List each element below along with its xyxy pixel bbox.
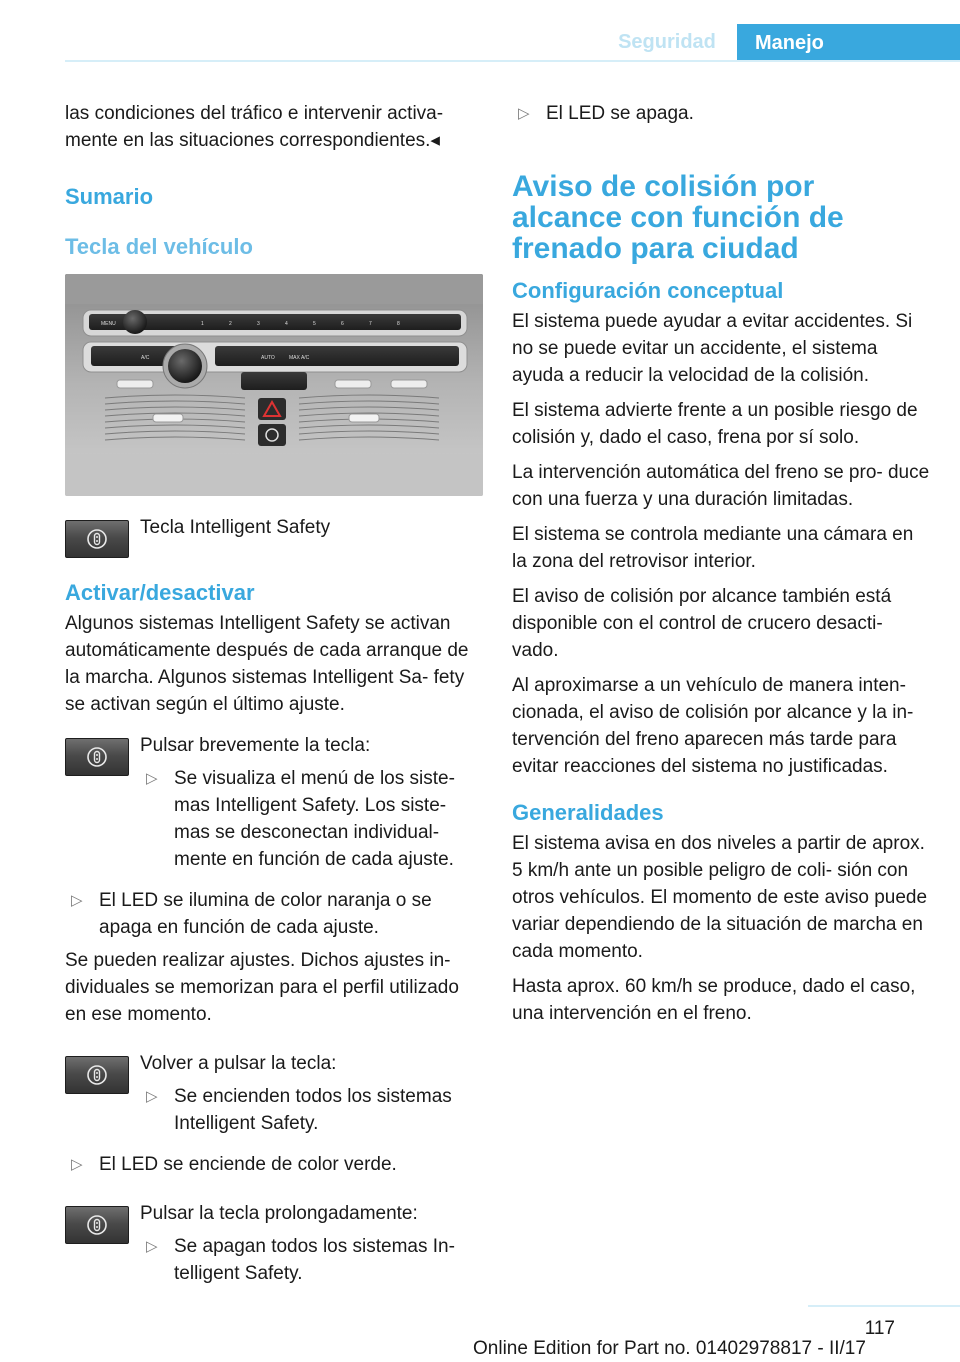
list-item: ▷ Se apagan todos los sistemas In- telligent Safety. [140, 1233, 483, 1287]
heading-tecla-vehiculo: Tecla del vehículo [65, 234, 253, 259]
preset-1: 1 [201, 321, 204, 327]
left-column [65, 100, 483, 1301]
preset-6: 6 [341, 321, 344, 327]
key2-title: Volver a pulsar la tecla: [140, 1053, 337, 1074]
general-paragraph: El sistema avisa en dos niveles a partir de aprox. 5 km/h ante un posible peligro de coli- sión con otros vehículos. El momento de este aviso puede variar dependiendo de la situación de marcha en cada momento. [512, 833, 928, 962]
triangle-bullet-icon: ▷ [146, 1238, 158, 1255]
page-number-rule [808, 1305, 960, 1307]
header-tab-manejo: Manejo [737, 24, 960, 62]
ajustes-paragraph: Se pueden realizar ajustes. Dichos ajustes in- dividuales se memorizan para el perfil utilizado en ese momento. [65, 950, 459, 1025]
triangle-bullet-icon: ▷ [71, 1156, 83, 1173]
key-block-3 [65, 1200, 483, 1293]
volume-knob [123, 310, 147, 334]
preset-2: 2 [229, 321, 232, 327]
list-item: ▷ Se encienden todos los sistemas Intelligent Safety. [140, 1083, 483, 1137]
preset-5: 5 [313, 321, 316, 327]
page-number: 117 [864, 1318, 895, 1339]
list-item: ▷ Se visualiza el menú de los siste- mas Intelligent Safety. Los siste- mas se desconectan individual- mente en función de cada ajuste. [140, 765, 483, 873]
config-paragraph: La intervención automática del freno se pro- duce con una fuerza y una duración limitadas. [512, 462, 930, 510]
preset-4: 4 [285, 321, 288, 327]
list-item: ▷ El LED se enciende de color verde. [65, 1151, 483, 1178]
right-column [512, 100, 932, 1035]
preset-7: 7 [369, 321, 372, 327]
intelligent-safety-key-icon [65, 1056, 129, 1094]
intelligent-safety-key-icon [65, 520, 129, 558]
key-caption-block [65, 514, 483, 558]
triangle-bullet-icon: ▷ [518, 105, 530, 122]
general-paragraph: Hasta aprox. 60 km/h se produce, dado el caso, una intervención en el freno. [512, 976, 916, 1024]
led2-list [65, 1151, 483, 1178]
key-block-2 [65, 1050, 483, 1143]
maxac-label: MAX A/C [289, 355, 310, 361]
console-illustration [65, 274, 483, 496]
triangle-bullet-icon: ▷ [71, 892, 83, 909]
key1-title: Pulsar brevemente la tecla: [140, 735, 371, 756]
menu-label: MENU [101, 321, 116, 327]
vehicle-console-photo [65, 274, 483, 496]
config-paragraph: El sistema puede ayudar a evitar accidentes. Si no se puede evitar un accidente, el sistema ayuda a reducir la velocidad de la colisión. [512, 311, 913, 386]
heading-activar-desactivar: Activar/desactivar [65, 580, 255, 605]
intelligent-safety-key-icon [65, 1206, 129, 1244]
header-tab-seguridad: Seguridad [618, 31, 716, 53]
header-rule [65, 60, 960, 62]
preset-3: 3 [257, 321, 260, 327]
heading-sumario: Sumario [65, 184, 154, 209]
config-paragraph: El aviso de colisión por alcance también está disponible con el control de crucero desacti- vado. [512, 586, 892, 661]
key-block-1 [65, 732, 483, 879]
auto-label: AUTO [261, 355, 275, 361]
led1-list [31, 887, 483, 941]
list-item: ▷ El LED se ilumina de color naranja o se apaga en función de cada ajuste. [65, 887, 483, 941]
config-paragraph: Al aproximarse a un vehículo de manera inten- cionada, el aviso de colisión por alcance y la in- tervención del freno aparecen más tarde para evitar reacciones del sistema no justificadas. [512, 675, 914, 777]
list-item: ▷ El LED se apaga. [512, 100, 932, 127]
config-paragraph: El sistema advierte frente a un posible riesgo de colisión y, dado el caso, frena por sí solo. [512, 400, 918, 448]
key-caption: Tecla Intelligent Safety [140, 517, 331, 538]
intro-paragraph: las condiciones del tráfico e intervenir activa- mente en las situaciones correspondientes.◂ [65, 103, 444, 151]
heading-configuracion: Configuración conceptual [512, 278, 784, 303]
preset-8: 8 [397, 321, 400, 327]
intelligent-safety-key-icon [65, 738, 129, 776]
activar-paragraph: Algunos sistemas Intelligent Safety se activan automáticamente después de cada arranque de la marcha. Algunos sistemas Intelligent Sa- fety se activan según el último ajuste. [65, 613, 469, 715]
heading-generalidades: Generalidades [512, 800, 664, 825]
ac-label: A/C [141, 355, 150, 361]
climate-knob [168, 349, 202, 383]
footer-edition: Online Edition for Part no. 01402978817 - II/17 [473, 1338, 866, 1359]
triangle-bullet-icon: ▷ [146, 1088, 158, 1105]
config-paragraph: El sistema se controla mediante una cámara en la zona del retrovisor interior. [512, 524, 914, 572]
heading-aviso-colision: Aviso de colisión por alcance con función de frenado para ciudad [512, 170, 844, 265]
key3-title: Pulsar la tecla prolongadamente: [140, 1203, 418, 1224]
triangle-bullet-icon: ▷ [146, 770, 158, 787]
